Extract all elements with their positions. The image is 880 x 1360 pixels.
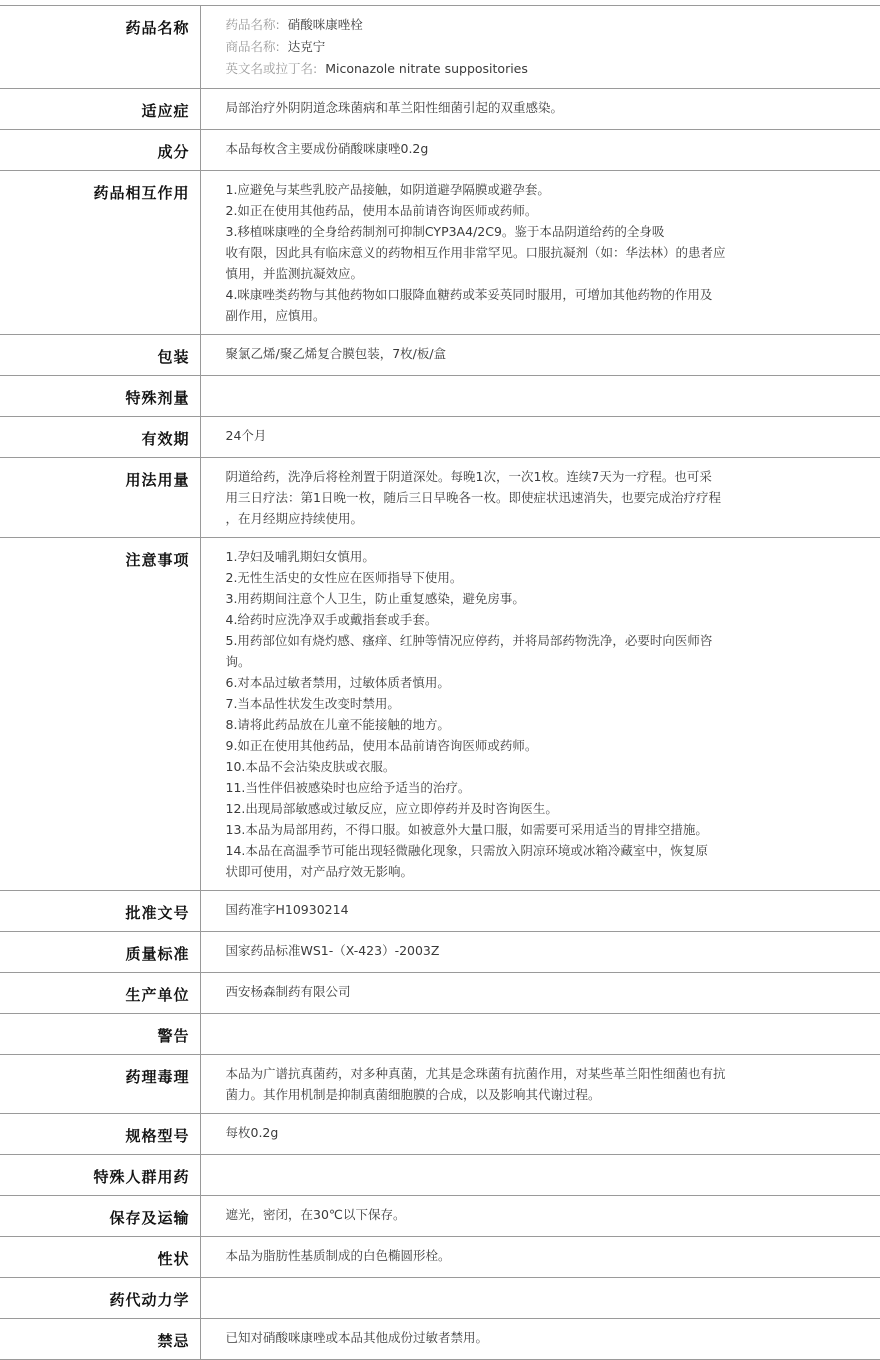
info-row bbox=[0, 1278, 880, 1319]
row-label: 禁忌 bbox=[0, 1319, 200, 1360]
value-line: 9.如正在使用其他药品，使用本品前请咨询医师或药师。 bbox=[225, 738, 538, 753]
row-value bbox=[200, 891, 880, 932]
row-label: 成分 bbox=[0, 130, 200, 171]
value-line: 3.移植咪康唑的全身给药制剂可抑制CYP3A4/2C9。鉴于本品阴道给药的全身吸 bbox=[225, 224, 665, 239]
value-line: 询。 bbox=[225, 654, 251, 669]
row-value bbox=[200, 458, 880, 538]
row-label: 生产单位 bbox=[0, 973, 200, 1014]
value-line: 本品为脂肪性基质制成的白色椭圆形栓。 bbox=[225, 1248, 451, 1263]
value-line: 8.请将此药品放在儿童不能接触的地方。 bbox=[225, 717, 450, 732]
row-value bbox=[200, 171, 880, 335]
info-row bbox=[0, 1319, 880, 1360]
name-value: Miconazole nitrate suppositories bbox=[325, 61, 528, 76]
value-line: 4.咪康唑类药物与其他药物如口服降血糖药或苯妥英同时服用，可增加其他药物的作用及 bbox=[225, 287, 713, 302]
info-row bbox=[0, 973, 880, 1014]
row-label: 保存及运输 bbox=[0, 1196, 200, 1237]
value-line: 1.应避免与某些乳胶产品接触，如阴道避孕隔膜或避孕套。 bbox=[225, 182, 550, 197]
value-line: 状即可使用，对产品疗效无影响。 bbox=[225, 864, 414, 879]
value-line: ，在月经期应持续使用。 bbox=[225, 511, 364, 526]
value-line: 遮光，密闭，在30℃以下保存。 bbox=[225, 1207, 406, 1222]
name-value: 硝酸咪康唑栓 bbox=[287, 17, 363, 32]
row-value bbox=[200, 335, 880, 376]
value-line: 3.用药期间注意个人卫生，防止重复感染，避免房事。 bbox=[225, 591, 525, 606]
value-line: 11.当性伴侣被感染时也应给予适当的治疗。 bbox=[225, 780, 471, 795]
info-row bbox=[0, 1237, 880, 1278]
row-label: 适应症 bbox=[0, 89, 200, 130]
info-row bbox=[0, 376, 880, 417]
value-line: 14.本品在高温季节可能出现轻微融化现象，只需放入阴凉环境或冰箱冷藏室中，恢复原 bbox=[225, 843, 708, 858]
row-value bbox=[200, 1155, 880, 1196]
drug-info-body bbox=[0, 6, 880, 1360]
info-row bbox=[0, 130, 880, 171]
value-line: 10.本品不会沾染皮肤或衣服。 bbox=[225, 759, 396, 774]
row-value bbox=[200, 89, 880, 130]
info-row bbox=[0, 89, 880, 130]
row-value bbox=[200, 1196, 880, 1237]
value-line: 已知对硝酸咪康唑或本品其他成份过敏者禁用。 bbox=[225, 1330, 489, 1345]
info-row bbox=[0, 1055, 880, 1114]
value-line: 7.当本品性状发生改变时禁用。 bbox=[225, 696, 400, 711]
drug-info-table bbox=[0, 5, 880, 1360]
row-label: 质量标准 bbox=[0, 932, 200, 973]
row-label: 药品相互作用 bbox=[0, 171, 200, 335]
row-label: 特殊人群用药 bbox=[0, 1155, 200, 1196]
value-line: 6.对本品过敏者禁用，过敏体质者慎用。 bbox=[225, 675, 450, 690]
row-value bbox=[200, 417, 880, 458]
name-key: 商品名称: bbox=[225, 39, 280, 54]
row-value bbox=[200, 130, 880, 171]
row-value bbox=[200, 376, 880, 417]
row-value bbox=[200, 538, 880, 891]
value-line: 用三日疗法：第1日晚一枚，随后三日早晚各一枚。即使症状迅速消失，也要完成治疗疗程 bbox=[225, 490, 721, 505]
row-label: 包装 bbox=[0, 335, 200, 376]
info-row bbox=[0, 417, 880, 458]
value-line: 本品每枚含主要成份硝酸咪康唑0.2g bbox=[225, 141, 429, 156]
row-label: 批准文号 bbox=[0, 891, 200, 932]
value-line: 阴道给药，洗净后将栓剂置于阴道深处。每晚1次，一次1枚。连续7天为一疗程。也可采 bbox=[225, 469, 712, 484]
value-line: 收有限，因此具有临床意义的药物相互作用非常罕见。口服抗凝剂（如：华法林）的患者应 bbox=[225, 245, 726, 260]
row-label: 性状 bbox=[0, 1237, 200, 1278]
value-line: 聚氯乙烯/聚乙烯复合膜包装，7枚/板/盒 bbox=[225, 346, 447, 361]
value-line: 本品为广谱抗真菌药，对多种真菌，尤其是念珠菌有抗菌作用，对某些革兰阳性细菌也有抗 bbox=[225, 1066, 726, 1081]
row-label: 特殊剂量 bbox=[0, 376, 200, 417]
value-line: 西安杨森制药有限公司 bbox=[225, 984, 351, 999]
info-row bbox=[0, 458, 880, 538]
row-value bbox=[200, 1278, 880, 1319]
value-line: 国药准字H10930214 bbox=[225, 902, 349, 917]
row-label: 规格型号 bbox=[0, 1114, 200, 1155]
row-label: 药品名称 bbox=[0, 6, 200, 89]
value-line: 12.出现局部敏感或过敏反应，应立即停药并及时咨询医生。 bbox=[225, 801, 558, 816]
info-row bbox=[0, 1114, 880, 1155]
value-line: 副作用，应慎用。 bbox=[225, 308, 326, 323]
value-line: 2.无性生活史的女性应在医师指导下使用。 bbox=[225, 570, 463, 585]
info-row bbox=[0, 171, 880, 335]
row-value bbox=[200, 1114, 880, 1155]
info-row bbox=[0, 6, 880, 89]
info-row bbox=[0, 932, 880, 973]
name-key: 药品名称: bbox=[225, 17, 280, 32]
name-value: 达克宁 bbox=[287, 39, 326, 54]
row-value bbox=[200, 1055, 880, 1114]
value-line: 4.给药时应洗净双手或戴指套或手套。 bbox=[225, 612, 438, 627]
name-line bbox=[226, 36, 791, 58]
info-row bbox=[0, 1014, 880, 1055]
value-line: 慎用，并监测抗凝效应。 bbox=[225, 266, 364, 281]
value-line: 13.本品为局部用药，不得口服。如被意外大量口服，如需要可采用适当的胃排空措施。 bbox=[225, 822, 708, 837]
info-row bbox=[0, 538, 880, 891]
row-label: 有效期 bbox=[0, 417, 200, 458]
info-row bbox=[0, 335, 880, 376]
name-line bbox=[226, 58, 791, 80]
row-value bbox=[200, 973, 880, 1014]
info-row bbox=[0, 1196, 880, 1237]
row-label: 药代动力学 bbox=[0, 1278, 200, 1319]
info-row bbox=[0, 1155, 880, 1196]
info-row bbox=[0, 891, 880, 932]
value-line: 5.用药部位如有烧灼感、瘙痒、红肿等情况应停药，并将局部药物洗净，必要时向医师咨 bbox=[225, 633, 713, 648]
row-value bbox=[200, 1014, 880, 1055]
row-value bbox=[200, 6, 880, 89]
value-line: 每枚0.2g bbox=[225, 1125, 279, 1140]
value-line: 24个月 bbox=[225, 428, 267, 443]
name-line bbox=[226, 14, 791, 36]
value-line: 2.如正在使用其他药品，使用本品前请咨询医师或药师。 bbox=[225, 203, 538, 218]
row-label: 用法用量 bbox=[0, 458, 200, 538]
name-key: 英文名或拉丁名: bbox=[225, 61, 318, 76]
row-value bbox=[200, 1237, 880, 1278]
row-label: 警告 bbox=[0, 1014, 200, 1055]
row-label: 注意事项 bbox=[0, 538, 200, 891]
value-line: 国家药品标准WS1-（X-423）-2003Z bbox=[225, 943, 440, 958]
row-value bbox=[200, 932, 880, 973]
value-line: 1.孕妇及哺乳期妇女慎用。 bbox=[225, 549, 375, 564]
row-label: 药理毒理 bbox=[0, 1055, 200, 1114]
value-line: 菌力。其作用机制是抑制真菌细胞膜的合成，以及影响其代谢过程。 bbox=[225, 1087, 601, 1102]
row-value bbox=[200, 1319, 880, 1360]
value-line: 局部治疗外阴阴道念珠菌病和革兰阳性细菌引起的双重感染。 bbox=[225, 100, 564, 115]
